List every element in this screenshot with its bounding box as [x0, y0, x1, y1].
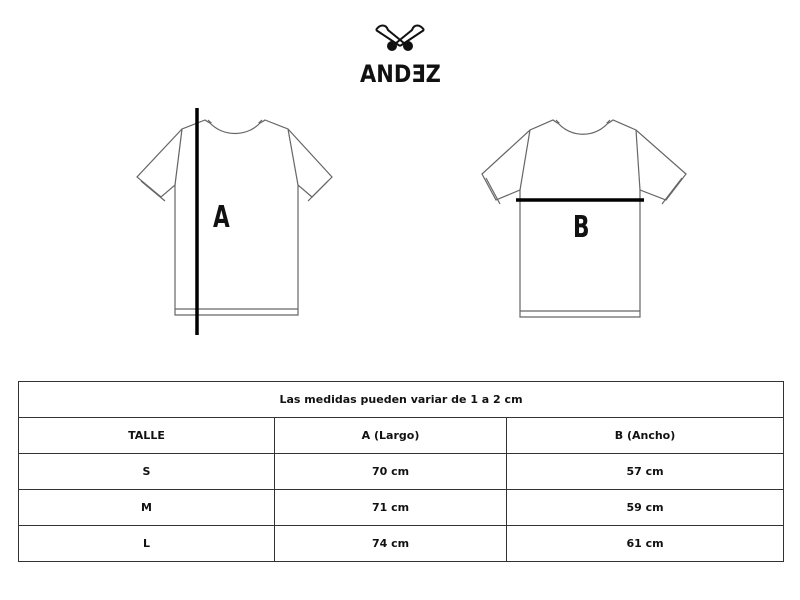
table-row: [19, 526, 784, 562]
brand-logo: [360, 22, 440, 88]
size-cell: S: [19, 454, 275, 490]
length-cell: 70 cm: [275, 454, 507, 490]
width-cell: 59 cm: [507, 490, 784, 526]
header-ancho: B (Ancho): [507, 418, 784, 454]
length-cell: 71 cm: [275, 490, 507, 526]
width-cell: 61 cm: [507, 526, 784, 562]
length-cell: 74 cm: [275, 526, 507, 562]
header-largo: A (Largo): [275, 418, 507, 454]
measurement-variance-note: Las medidas pueden variar de 1 a 2 cm: [19, 382, 784, 418]
table-row: [19, 454, 784, 490]
tshirt-front-length-diagram: [130, 105, 340, 340]
size-cell: L: [19, 526, 275, 562]
safety-pins-icon: [370, 22, 430, 56]
table-row: [19, 490, 784, 526]
width-cell: 57 cm: [507, 454, 784, 490]
table-header-row: [19, 418, 784, 454]
measure-label-b: B: [573, 210, 590, 245]
header-talle: TALLE: [19, 418, 275, 454]
measure-label-a: A: [213, 200, 230, 235]
table-note-row: [19, 382, 784, 418]
size-chart-table: [18, 381, 784, 562]
brand-name: ANDƎZ: [360, 60, 441, 88]
size-cell: M: [19, 490, 275, 526]
